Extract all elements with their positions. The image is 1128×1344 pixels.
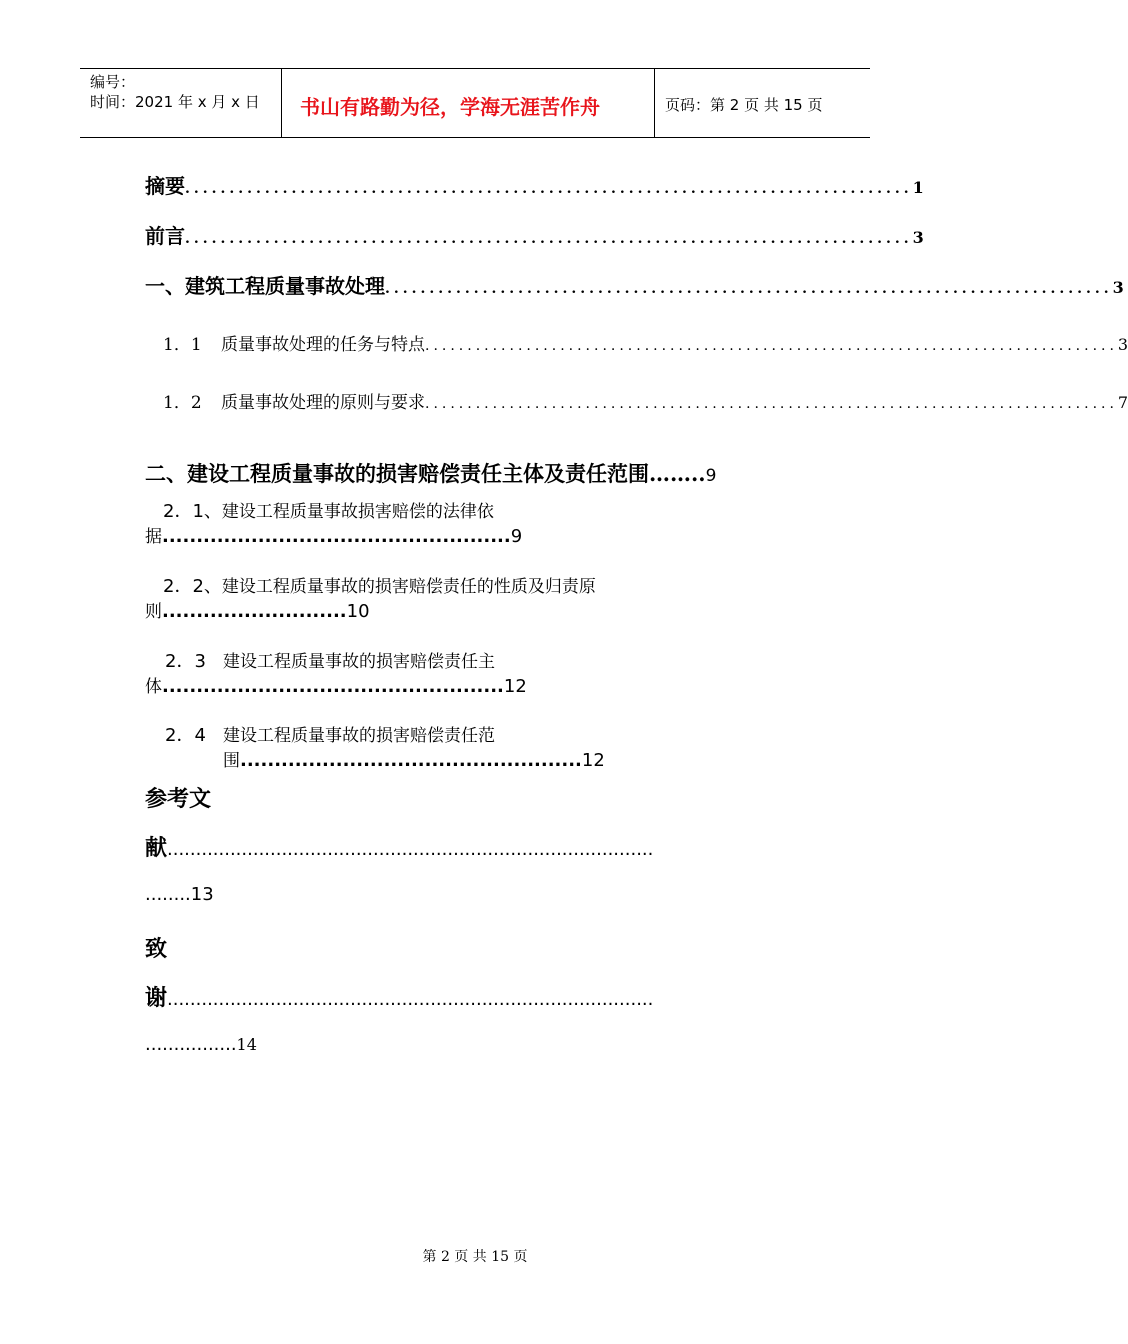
page-header [80,68,870,138]
leader-dots: .................................................................................. [425,338,1118,354]
toc-entry-2-3[interactable] [165,647,495,673]
toc-entry-2-4-cont[interactable] [223,746,605,771]
toc-page-number: 9 [510,526,523,547]
toc-title: 建设工程质量事故的损害赔偿责任范 [223,726,495,746]
toc-entry-2-2-cont[interactable] [145,597,370,622]
toc-page-number: 1 [912,178,924,197]
leader-dots: ..................................................................................... [167,839,654,860]
header-meta-cell [80,69,282,137]
toc-section-number: 1．2 [163,393,202,413]
number-label: 编号： [90,73,136,91]
motto: 书山有路勤为径，学海无涯苦作舟 [300,95,600,119]
toc-section-number: 2．1、 [163,501,222,522]
toc-section-number: 2．4 [165,725,206,746]
toc-entry-thanks-page[interactable] [145,1034,257,1055]
toc-entry-2-4[interactable] [165,721,495,747]
toc-entry-1-1[interactable] [163,330,1128,360]
toc-page-number: 13 [190,884,214,905]
toc-title: 建设工程质量事故的损害赔偿责任主 [223,652,495,672]
toc-entry-2-2[interactable] [163,572,596,598]
leader-dots: ................................................... [162,526,511,547]
toc-page-number: 12 [503,676,527,697]
toc-title-cont: 体 [145,677,162,697]
header-page-cell [655,69,870,137]
toc-entry-references-cont[interactable] [145,831,653,862]
toc-title: 一、建筑工程质量事故处理 [145,274,385,298]
toc-title: 前言 [145,224,185,248]
leader-dots: .................................................. [240,750,582,771]
toc-title: 建设工程质量事故损害赔偿的法律依 [221,502,494,522]
toc-title: 建设工程质量事故的损害赔偿责任的性质及归责原 [221,577,596,597]
toc-page-number: 3 [1112,278,1124,297]
toc-section-number: 2．3 [165,651,206,672]
leader-dots: .. [691,461,706,486]
toc-page-number: 3 [1117,335,1128,354]
header-motto-cell [282,69,655,137]
leader-dots: .................................................................................. [425,396,1118,412]
toc-entry-abstract[interactable] [145,170,924,200]
leader-dots: .................................................. [162,676,504,697]
toc-page-number: 9 [705,466,717,486]
toc-entry-preface[interactable] [145,220,924,250]
toc-page-number: 3 [912,228,924,247]
toc-page-number: 14 [236,1035,257,1054]
toc-entry-1-2[interactable] [163,388,1128,418]
leader-dots: .................................................................................. [385,281,1113,297]
header-page-info: 页码：第 2 页 共 15 页 [665,96,823,114]
toc-section-number: 2．2、 [163,576,222,597]
toc-entry-references-page[interactable] [145,884,214,905]
toc-entry-references[interactable]: 参考文 [145,786,212,812]
toc-entry-thanks[interactable]: 致 [145,936,168,962]
toc-title: 二、建设工程质量事故的损害赔偿责任主体及责任范围…… [145,461,691,486]
toc-title: 质量事故处理的原则与要求 [221,393,425,413]
time-label: 时间：2021 年 x 月 x 日 [90,93,260,111]
page-footer: 第 2 页 共 15 页 [422,1249,528,1265]
leader-dots: ........ [145,884,191,905]
toc-title-cont: 围 [223,751,240,771]
leader-dots: .................................................................................. [185,181,913,197]
toc-entry-chapter-2[interactable] [145,458,716,488]
toc-entry-thanks-cont[interactable] [145,981,653,1012]
toc-entry-2-1[interactable] [163,497,494,523]
toc-title-cont: 谢 [145,985,168,1011]
toc-entry-chapter-1[interactable] [145,270,1124,300]
leader-dots: ................ [145,1034,237,1055]
toc-title: 摘要 [145,174,185,198]
toc-page-number: 10 [346,601,370,622]
leader-dots: .................................................................................. [185,231,913,247]
leader-dots: ..................................................................................... [167,989,654,1010]
toc-title-cont: 献 [145,835,168,861]
toc-section-number: 1．1 [163,335,202,355]
toc-title-cont: 则 [145,602,162,622]
toc-title-cont: 据 [145,527,162,547]
leader-dots: ........................... [162,601,347,622]
toc-entry-2-3-cont[interactable] [145,672,527,697]
toc-page-number: 7 [1117,393,1128,412]
toc-page-number: 12 [581,750,605,771]
toc-title: 质量事故处理的任务与特点 [221,335,425,355]
toc-entry-2-1-cont[interactable] [145,522,522,547]
